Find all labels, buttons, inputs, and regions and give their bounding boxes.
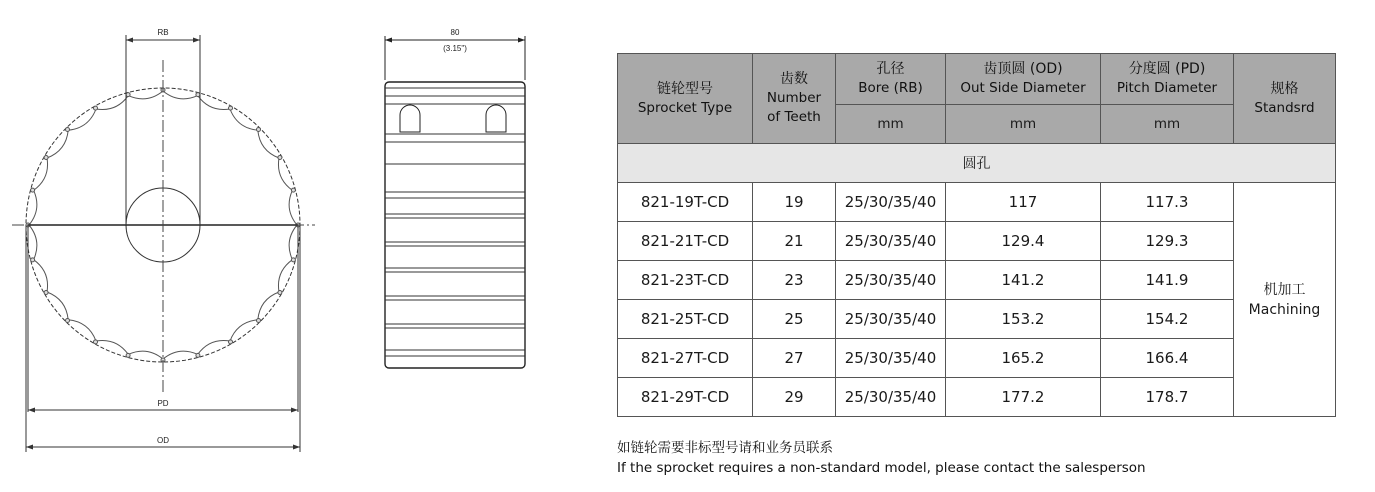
standard-cn: 机加工 [1263, 281, 1306, 298]
table-row [618, 378, 1336, 417]
header-std-cn: 规格 [1270, 80, 1299, 97]
cell-od: 129.4 [946, 222, 1101, 261]
cell-od: 117 [946, 183, 1101, 222]
header-type-en: Sprocket Type [637, 99, 733, 116]
sprocket-spec-table [617, 53, 1336, 417]
header-standard [1234, 54, 1336, 144]
header-pd-cn: 分度圆 (PD) [1128, 61, 1206, 77]
cell-bore: 25/30/35/40 [836, 222, 946, 261]
table-row [618, 261, 1336, 300]
cell-teeth: 27 [753, 339, 836, 378]
cell-teeth: 21 [753, 222, 836, 261]
header-outside-diameter [946, 54, 1101, 105]
category-row: 圆孔 [618, 144, 1336, 183]
cell-type: 821-25T-CD [618, 300, 753, 339]
cell-bore: 25/30/35/40 [836, 339, 946, 378]
contact-note-cn: 如链轮需要非标型号请和业务员联系 [617, 440, 833, 456]
header-teeth-en1: Number [766, 90, 822, 106]
cell-pd: 129.3 [1101, 222, 1234, 261]
header-bore [836, 54, 946, 105]
cell-od: 153.2 [946, 300, 1101, 339]
cell-od: 165.2 [946, 339, 1101, 378]
cell-type: 821-23T-CD [618, 261, 753, 300]
cell-teeth: 29 [753, 378, 836, 417]
cell-pd: 154.2 [1101, 300, 1234, 339]
cell-type: 821-27T-CD [618, 339, 753, 378]
sprocket-drawing [0, 0, 600, 492]
table-row [618, 339, 1336, 378]
header-teeth-en2: of Teeth [767, 109, 821, 125]
cell-bore: 25/30/35/40 [836, 300, 946, 339]
cell-type: 821-21T-CD [618, 222, 753, 261]
header-number-of-teeth [753, 54, 836, 144]
table-row [618, 300, 1336, 339]
header-std-en: Standsrd [1254, 99, 1315, 116]
unit-od: mm [946, 105, 1101, 144]
header-od-en: Out Side Diameter [960, 80, 1086, 96]
cell-bore: 25/30/35/40 [836, 183, 946, 222]
cell-pd: 141.9 [1101, 261, 1234, 300]
cell-standard [1234, 183, 1336, 417]
contact-note [617, 438, 1146, 478]
od-dimension-label: OD [157, 436, 169, 445]
cell-od: 141.2 [946, 261, 1101, 300]
header-pitch-diameter [1101, 54, 1234, 105]
cell-type: 821-29T-CD [618, 378, 753, 417]
cell-pd: 178.7 [1101, 378, 1234, 417]
standard-en: Machining [1248, 301, 1321, 318]
contact-note-en: If the sprocket requires a non-standard model, please contact the salesperson [617, 460, 1146, 476]
table-row [618, 183, 1336, 222]
cell-teeth: 23 [753, 261, 836, 300]
cell-teeth: 19 [753, 183, 836, 222]
unit-bore: mm [836, 105, 946, 144]
unit-pd: mm [1101, 105, 1234, 144]
sprocket-front-view [12, 35, 315, 452]
header-type-cn: 链轮型号 [657, 80, 713, 97]
cell-pd: 166.4 [1101, 339, 1234, 378]
table-row [618, 222, 1336, 261]
rb-dimension-label: RB [157, 28, 169, 37]
width-inch-label: (3.15") [443, 44, 467, 53]
cell-bore: 25/30/35/40 [836, 261, 946, 300]
header-teeth-cn: 齿数 [780, 71, 808, 87]
width-dimension-label: 80 [450, 28, 460, 37]
pd-dimension-label: PD [157, 399, 169, 408]
header-pd-en: Pitch Diameter [1116, 80, 1218, 96]
cell-bore: 25/30/35/40 [836, 378, 946, 417]
cell-teeth: 25 [753, 300, 836, 339]
header-bore-cn: 孔径 [876, 61, 905, 77]
header-bore-en: Bore (RB) [858, 80, 923, 96]
cell-od: 177.2 [946, 378, 1101, 417]
sprocket-side-view [385, 36, 525, 368]
header-sprocket-type [618, 54, 753, 144]
header-od-cn: 齿顶圆 (OD) [983, 61, 1063, 77]
cell-type: 821-19T-CD [618, 183, 753, 222]
cell-pd: 117.3 [1101, 183, 1234, 222]
